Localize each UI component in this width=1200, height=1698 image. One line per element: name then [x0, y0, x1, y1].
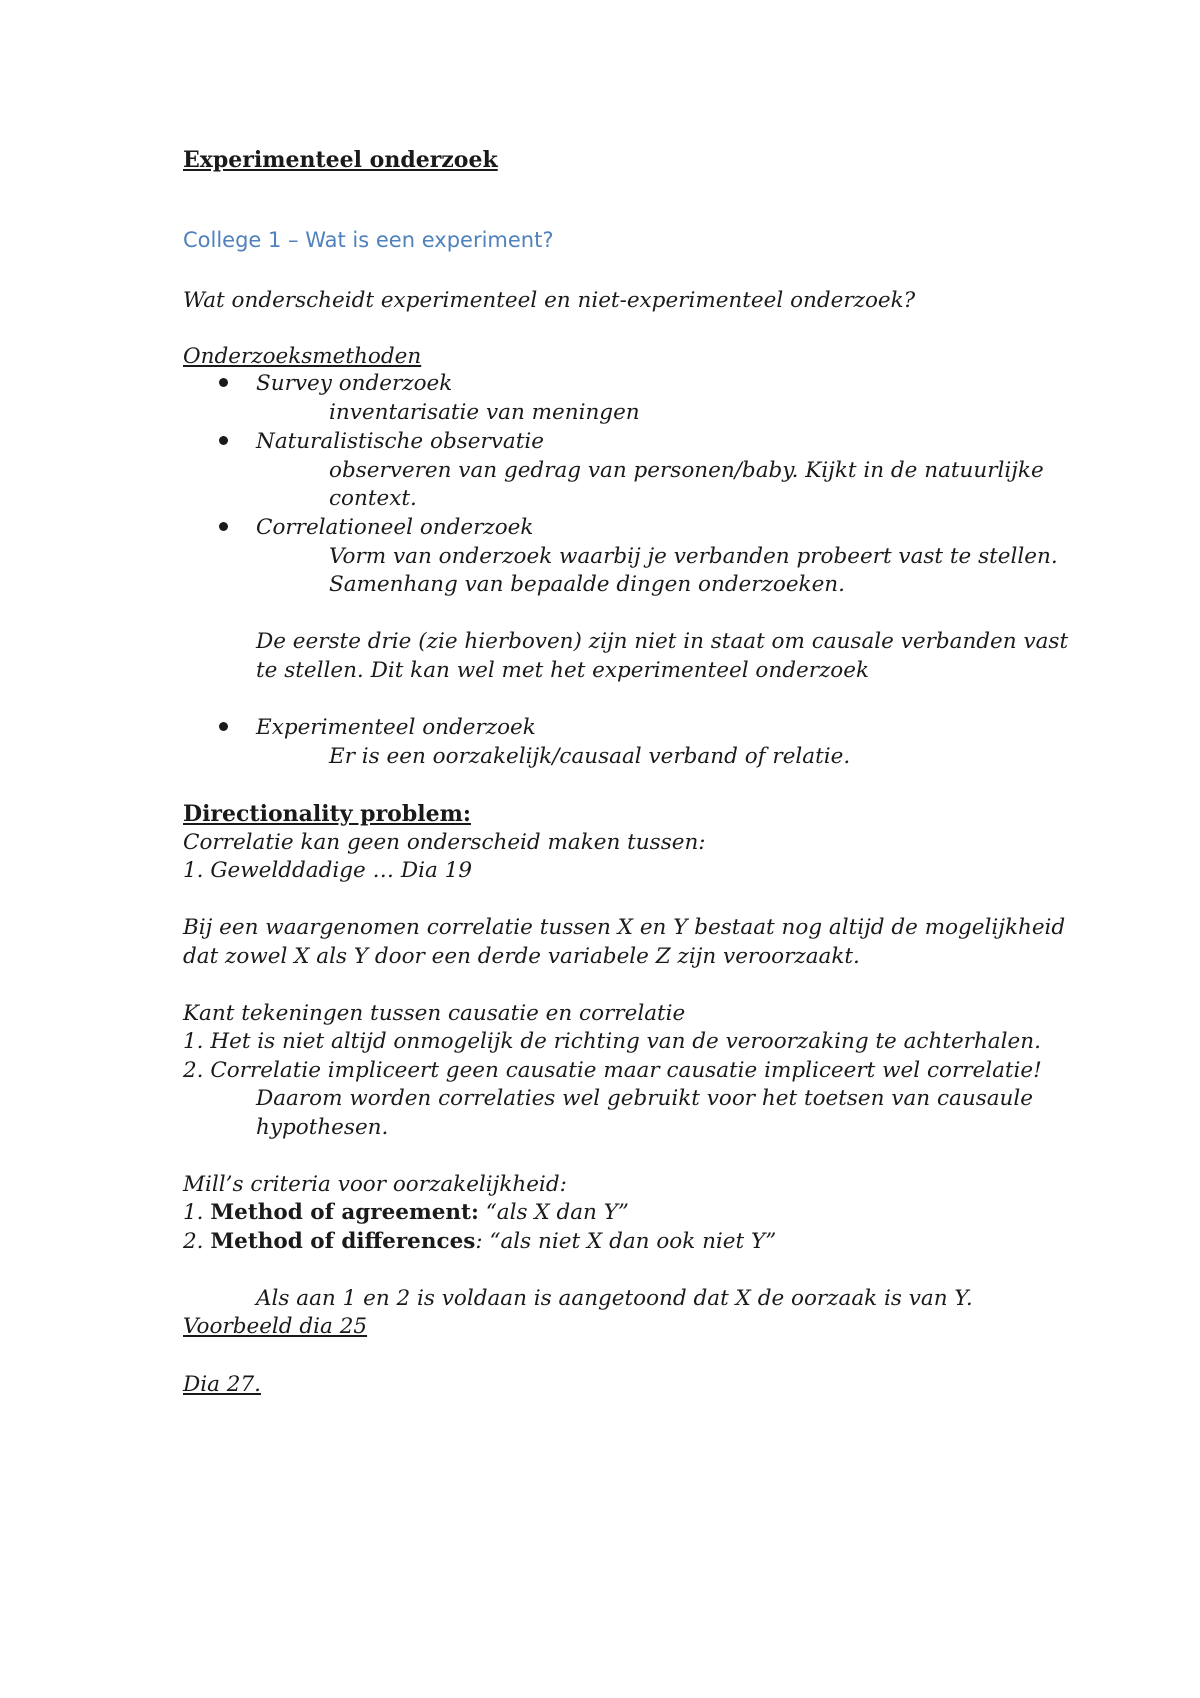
method-label: Naturalistische observatie [256, 429, 544, 454]
method-description: inventarisatie van meningen [329, 400, 640, 425]
bullet-icon [219, 722, 228, 731]
remarks-heading: Kant tekeningen tussen causatie en correlatie [183, 1001, 686, 1026]
method-description: observeren van gedrag van personen/baby. Kijkt in de natuurlijke [329, 458, 1044, 483]
method-label: Correlationeel onderzoek [256, 515, 534, 540]
directionality-text: Correlatie kan geen onderscheid maken tussen: [183, 830, 706, 855]
method-description: Samenhang van bepaalde dingen onderzoeken. [329, 572, 845, 597]
criterion-text: : “als niet X dan ook niet Y” [475, 1229, 777, 1254]
method-label: Experimenteel onderzoek [256, 715, 536, 740]
intro-question: Wat onderscheidt experimenteel en niet-experimenteel onderzoek? [183, 288, 916, 313]
criterion-text: “als X dan Y” [485, 1200, 629, 1225]
example-reference: Voorbeeld dia 25 [183, 1314, 368, 1339]
directionality-heading: Directionality problem: [183, 801, 471, 827]
criterion-name: Method of differences [210, 1229, 476, 1254]
third-variable-text: dat zowel X als Y door een derde variabele Z zijn veroorzaakt. [183, 944, 860, 969]
mill-heading: Mill’s criteria voor oorzakelijkheid: [183, 1172, 567, 1197]
method-label: Survey onderzoek [256, 371, 453, 396]
criterion-number: 1. [183, 1200, 204, 1225]
college-heading: College 1 – Wat is een experiment? [183, 228, 554, 252]
method-description: Er is een oorzakelijk/causaal verband of relatie. [329, 744, 851, 769]
remark-continuation: Daarom worden correlaties wel gebruikt voor het toetsen van causaule [256, 1086, 1033, 1111]
method-description: Vorm van onderzoek waarbij je verbanden probeert vast te stellen. [329, 544, 1058, 569]
remark-item: 1. Het is niet altijd onmogelijk de richting van de veroorzaking te achterhalen. [183, 1029, 1041, 1054]
bullet-icon [219, 522, 228, 531]
methods-heading: Onderzoeksmethoden [183, 344, 422, 369]
remark-item: 2. Correlatie impliceert geen causatie maar causatie impliceert wel correlatie! [183, 1058, 1042, 1083]
dia-27-reference: Dia 27. [183, 1372, 261, 1397]
criterion-number: 2. [183, 1229, 204, 1254]
bullet-icon [219, 378, 228, 387]
first-three-note: te stellen. Dit kan wel met het experimenteel onderzoek [256, 658, 869, 683]
document-title: Experimenteel onderzoek [183, 147, 498, 173]
bullet-icon [219, 436, 228, 445]
mill-criterion-2 [183, 1228, 776, 1256]
criterion-name: Method of agreement: [210, 1200, 479, 1225]
mill-conclusion: Als aan 1 en 2 is voldaan is aangetoond dat X de oorzaak is van Y. [256, 1286, 973, 1311]
first-three-note: De eerste drie (zie hierboven) zijn niet in staat om causale verbanden vast [256, 629, 1069, 654]
method-description: context. [329, 486, 417, 511]
remark-continuation: hypothesen. [256, 1115, 389, 1140]
third-variable-text: Bij een waargenomen correlatie tussen X en Y bestaat nog altijd de mogelijkheid [183, 915, 1066, 940]
mill-criterion-1 [183, 1199, 629, 1227]
directionality-text: 1. Gewelddadige … Dia 19 [183, 858, 473, 883]
